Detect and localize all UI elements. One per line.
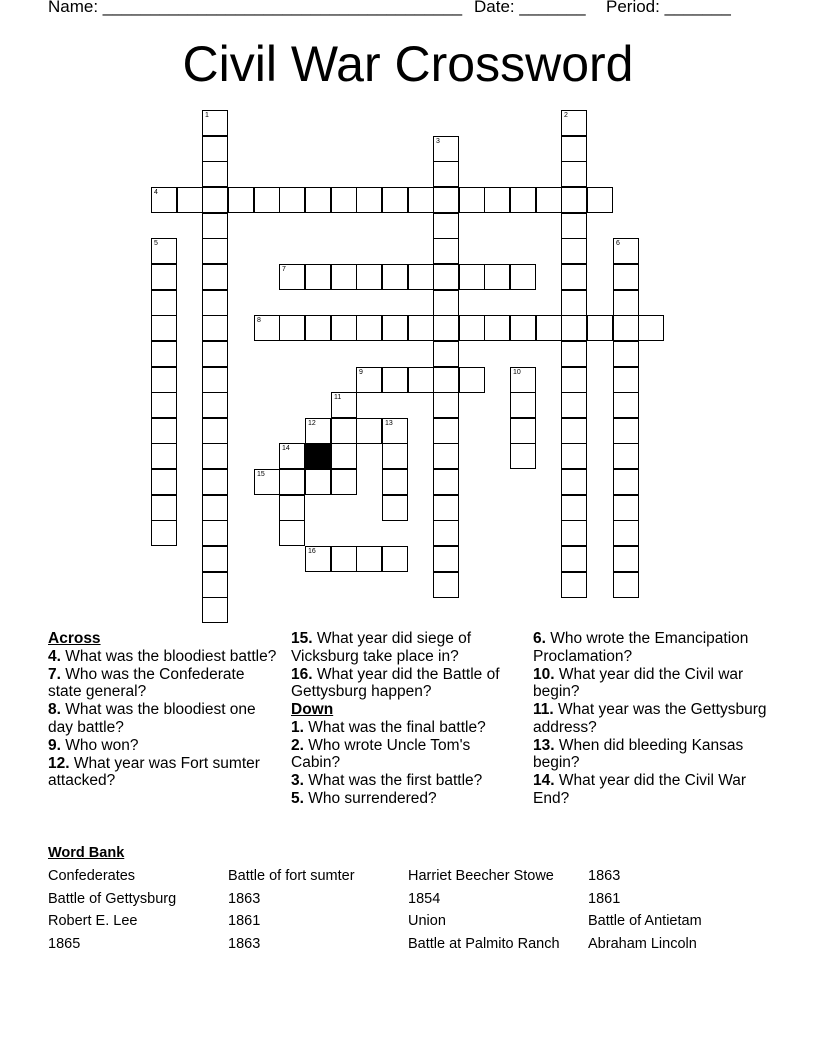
grid-cell[interactable] [433,546,459,572]
clue-item [533,630,773,665]
grid-cell[interactable] [561,520,587,546]
clue-number: 9 [359,369,363,376]
grid-cell[interactable] [305,418,331,444]
grid-cell[interactable] [433,161,459,187]
grid-cell[interactable] [151,469,177,495]
clue-text: What was the bloodiest one day battle? [48,701,256,736]
clue-num: 5. [291,790,304,807]
grid-cell[interactable] [433,341,459,367]
clue-number: 6 [616,240,620,247]
grid-cell[interactable] [613,495,639,521]
grid-cell[interactable] [408,187,434,213]
grid-cell[interactable] [151,238,177,264]
grid-cell[interactable] [561,161,587,187]
word-bank-item: 1863 [588,868,621,884]
grid-cell[interactable] [561,392,587,418]
clue-number: 1 [205,112,209,119]
grid-cell[interactable] [613,367,639,393]
clue-number: 3 [436,138,440,145]
clue-item [48,755,280,790]
grid-cell[interactable] [254,315,280,341]
word-bank-item: 1861 [228,913,261,929]
grid-cell[interactable] [484,315,510,341]
grid-black-cell [305,443,331,469]
grid-cell[interactable] [202,187,228,213]
clue-item [291,790,523,808]
grid-cell[interactable] [279,315,305,341]
grid-cell[interactable] [433,213,459,239]
grid-cell[interactable] [279,520,305,546]
grid-cell[interactable] [305,546,331,572]
grid-cell[interactable] [382,546,408,572]
grid-cell[interactable] [613,392,639,418]
grid-cell[interactable] [382,495,408,521]
name-field-label: Name: ______________________________________ [48,0,463,16]
grid-cell[interactable] [561,136,587,162]
grid-cell[interactable] [331,443,357,469]
clue-item [291,666,523,701]
across-heading: Across [48,630,101,647]
grid-cell[interactable] [561,418,587,444]
grid-cell[interactable] [202,213,228,239]
grid-cell[interactable] [151,264,177,290]
grid-cell[interactable] [202,290,228,316]
grid-cell[interactable] [561,572,587,598]
grid-cell[interactable] [613,315,639,341]
clue-number: 12 [308,420,316,427]
date-field-label: Date: _______ [474,0,586,16]
clue-num: 3. [291,772,304,789]
clue-num: 1. [291,718,304,736]
grid-cell[interactable] [433,315,459,341]
grid-cell[interactable] [613,341,639,367]
clue-num: 12. [48,754,70,772]
grid-cell[interactable] [382,264,408,290]
grid-cell[interactable] [331,546,357,572]
grid-cell[interactable] [561,290,587,316]
clue-item [48,648,280,666]
clue-num: 16. [291,665,313,683]
grid-cell[interactable] [613,443,639,469]
grid-cell[interactable] [151,392,177,418]
word-bank-item: Abraham Lincoln [588,935,697,952]
grid-cell[interactable] [638,315,664,341]
grid-cell[interactable] [433,443,459,469]
clue-column-1 [48,630,280,790]
grid-cell[interactable] [202,546,228,572]
word-bank-item: Confederates [48,868,136,884]
grid-cell[interactable] [433,187,459,213]
clue-item [48,737,280,755]
grid-cell[interactable] [331,187,357,213]
grid-cell[interactable] [331,392,357,418]
grid-cell[interactable] [202,392,228,418]
grid-cell[interactable] [433,290,459,316]
grid-cell[interactable] [613,469,639,495]
grid-cell[interactable] [510,264,536,290]
grid-cell[interactable] [613,264,639,290]
clue-text: Who won? [60,736,139,754]
grid-cell[interactable] [331,315,357,341]
grid-cell[interactable] [459,264,485,290]
grid-cell[interactable] [151,315,177,341]
grid-cell[interactable] [279,187,305,213]
clue-item [533,701,773,736]
grid-cell[interactable] [459,315,485,341]
grid-cell[interactable] [510,367,536,393]
grid-cell[interactable] [561,110,587,136]
clue-text: What year was Fort sumter attacked? [48,754,260,789]
grid-cell[interactable] [433,572,459,598]
grid-cell[interactable] [382,187,408,213]
grid-cell[interactable] [151,495,177,521]
grid-cell[interactable] [331,418,357,444]
clue-num: 9. [48,736,61,754]
grid-cell[interactable] [202,495,228,521]
grid-cell[interactable] [382,367,408,393]
word-bank-item: Battle of fort sumter [228,868,355,884]
grid-cell[interactable] [177,187,203,213]
grid-cell[interactable] [459,187,485,213]
clue-num: 10. [533,665,555,683]
grid-cell[interactable] [202,418,228,444]
grid-cell[interactable] [484,264,510,290]
grid-cell[interactable] [356,187,382,213]
grid-cell[interactable] [561,546,587,572]
clue-number: 8 [257,317,261,324]
grid-cell[interactable] [279,443,305,469]
clue-number: 4 [154,189,158,196]
grid-cell[interactable] [305,187,331,213]
word-bank-item: Union [408,913,446,929]
grid-cell[interactable] [382,315,408,341]
clue-item [48,666,280,701]
clue-num: 13. [533,736,555,754]
clue-text: What was the bloodiest battle? [60,647,277,665]
clue-text: What was the final battle? [303,718,486,736]
grid-cell[interactable] [382,418,408,444]
clue-item [291,630,523,665]
clue-number: 16 [308,548,316,555]
page-title: Civil War Crossword [182,36,634,92]
grid-cell[interactable] [613,418,639,444]
grid-cell[interactable] [561,443,587,469]
grid-cell[interactable] [561,469,587,495]
clue-num: 4. [48,647,61,665]
grid-cell[interactable] [433,495,459,521]
grid-cell[interactable] [587,315,613,341]
clue-num: 6. [533,630,546,647]
grid-cell[interactable] [305,469,331,495]
word-bank-item: 1865 [48,935,81,952]
grid-cell[interactable] [459,367,485,393]
grid-cell[interactable] [561,315,587,341]
grid-cell[interactable] [202,367,228,393]
grid-cell[interactable] [561,367,587,393]
clue-text: What year did the Civil War End? [533,772,747,807]
clue-num: 15. [291,630,313,647]
clue-item [291,772,523,790]
grid-cell[interactable] [305,315,331,341]
grid-cell[interactable] [587,187,613,213]
clue-number: 10 [513,369,521,376]
word-bank-item: Battle at Palmito Ranch [408,935,560,952]
grid-cell[interactable] [151,418,177,444]
grid-cell[interactable] [254,187,280,213]
grid-cell[interactable] [510,443,536,469]
grid-cell[interactable] [510,187,536,213]
grid-cell[interactable] [331,264,357,290]
clue-text: What year was the Gettysburg address? [533,701,767,736]
word-bank-item: Battle of Antietam [588,913,702,929]
grid-cell[interactable] [433,136,459,162]
grid-cell[interactable] [228,187,254,213]
grid-cell[interactable] [202,315,228,341]
grid-cell[interactable] [433,392,459,418]
clue-number: 14 [282,445,290,452]
grid-cell[interactable] [433,418,459,444]
grid-cell[interactable] [305,264,331,290]
clue-number: 7 [282,266,286,273]
grid-cell[interactable] [331,469,357,495]
clue-text: What was the first battle? [303,772,483,789]
clue-item [291,737,523,772]
grid-cell[interactable] [433,264,459,290]
grid-cell[interactable] [408,367,434,393]
word-bank-item: 1854 [408,890,441,907]
clue-num: 7. [48,665,61,683]
clue-item [48,701,280,736]
clue-item [291,719,523,737]
grid-cell[interactable] [356,315,382,341]
grid-cell[interactable] [510,392,536,418]
grid-cell[interactable] [561,495,587,521]
grid-cell[interactable] [561,213,587,239]
word-bank-item: Robert E. Lee [48,913,138,929]
grid-cell[interactable] [279,264,305,290]
grid-cell[interactable] [484,187,510,213]
grid-cell[interactable] [202,443,228,469]
grid-cell[interactable] [356,367,382,393]
grid-cell[interactable] [151,443,177,469]
clue-text: What year did the Battle of Gettysburg happen? [291,665,500,700]
grid-cell[interactable] [536,315,562,341]
word-bank-title: Word Bank [48,845,125,861]
grid-cell[interactable] [408,315,434,341]
grid-cell[interactable] [151,341,177,367]
grid-cell[interactable] [433,238,459,264]
grid-cell[interactable] [254,469,280,495]
grid-cell[interactable] [510,315,536,341]
word-bank-item: Battle of Gettysburg [48,890,177,907]
clue-num: 2. [291,736,304,754]
clue-text: When did bleeding Kansas begin? [533,736,744,771]
grid-cell[interactable] [202,136,228,162]
word-bank-item: 1863 [228,890,261,907]
clue-text: What year did the Civil war begin? [533,665,744,700]
grid-cell[interactable] [613,290,639,316]
grid-cell[interactable] [382,469,408,495]
clue-number: 13 [385,420,393,427]
clue-number: 5 [154,240,158,247]
grid-cell[interactable] [151,367,177,393]
word-bank-item: 1863 [228,935,261,952]
grid-cell[interactable] [202,110,228,136]
grid-cell[interactable] [613,238,639,264]
clue-number: 11 [334,394,342,401]
word-bank-item: Harriet Beecher Stowe [408,868,554,884]
grid-cell[interactable] [202,341,228,367]
grid-cell[interactable] [202,469,228,495]
word-bank-item: 1861 [588,890,621,907]
down-heading: Down [291,701,334,718]
period-field-label: Period: _______ [606,0,731,16]
grid-cell[interactable] [433,367,459,393]
clue-num: 8. [48,701,61,718]
clue-text: Who surrendered? [303,790,437,807]
clue-text: What year did siege of Vicksburg take place in? [291,630,472,665]
grid-cell[interactable] [202,238,228,264]
clue-num: 11. [533,701,554,718]
grid-cell[interactable] [279,495,305,521]
clue-number: 2 [564,112,568,119]
grid-cell[interactable] [561,264,587,290]
grid-cell[interactable] [202,597,228,623]
grid-cell[interactable] [613,546,639,572]
clue-item [533,737,773,772]
grid-cell[interactable] [356,264,382,290]
grid-cell[interactable] [561,187,587,213]
clue-item [533,772,773,807]
clue-column-2 [291,630,523,808]
grid-cell[interactable] [408,264,434,290]
grid-cell[interactable] [151,520,177,546]
clue-text: Who was the Confederate state general? [48,665,245,700]
grid-cell[interactable] [202,161,228,187]
grid-cell[interactable] [510,418,536,444]
grid-cell[interactable] [613,572,639,598]
grid-cell[interactable] [151,290,177,316]
clue-item [533,666,773,701]
grid-cell[interactable] [433,520,459,546]
clue-text: Who wrote the Emancipation Proclamation? [533,630,749,665]
grid-cell[interactable] [356,418,382,444]
grid-cell[interactable] [356,546,382,572]
grid-cell[interactable] [202,572,228,598]
grid-cell[interactable] [433,469,459,495]
grid-cell[interactable] [613,520,639,546]
grid-cell[interactable] [151,187,177,213]
grid-cell[interactable] [382,443,408,469]
grid-cell[interactable] [202,264,228,290]
clue-text: Who wrote Uncle Tom's Cabin? [291,736,471,771]
grid-cell[interactable] [279,469,305,495]
grid-cell[interactable] [561,238,587,264]
clue-number: 15 [257,471,265,478]
clue-column-3 [533,630,773,808]
grid-cell[interactable] [561,341,587,367]
grid-cell[interactable] [536,187,562,213]
clue-num: 14. [533,772,555,789]
grid-cell[interactable] [202,520,228,546]
